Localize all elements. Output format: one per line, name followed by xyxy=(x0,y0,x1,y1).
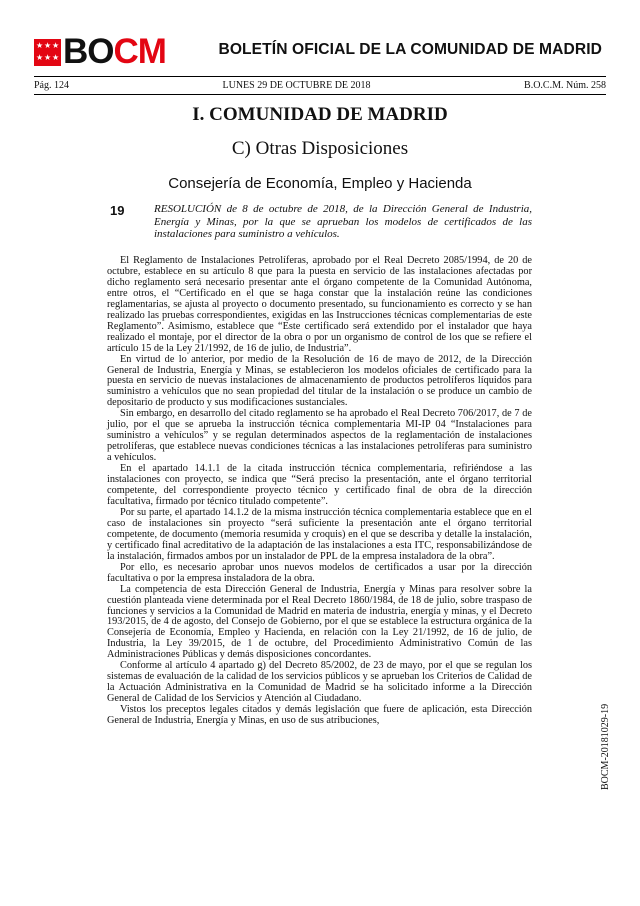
paragraph: Vistos los preceptos legales citados y demás legislación que fuere de aplicación, esta Dirección General de Industria, Energía y Minas, en uso de sus atribuciones, xyxy=(107,704,532,727)
bocm-logo xyxy=(34,32,166,72)
paragraph: Conforme al artículo 4 apartado g) del Decreto 85/2002, de 23 de mayo, por el que se regulan los sistemas de evaluación de la calidad de los servicios públicos y se aprueban los Criterios de Calidad de la Actuación Administrativa en la Comunidad de Madrid se ha solicitado informe a la Dirección General de Calidad de los Servicios y Atención al Ciudadano. xyxy=(107,660,532,705)
issue-date: LUNES 29 DE OCTUBRE DE 2018 xyxy=(222,80,371,91)
subsection-title: C) Otras Disposiciones xyxy=(231,138,409,159)
paragraph: Por su parte, el apartado 14.1.2 de la misma instrucción técnica complementaria establece que en el caso de instalaciones sin proyecto “será suficiente la presentación ante el órgano territorial competente, de documento (memoria resumida y croquis) en el que se describa y detalle la instalación, y certificado final acreditativo de la adaptación de las instalaciones a esta ITC, responsabilizándose de la instalación, firmados ambos por un instalador de PPL de la empresa instaladora de la obra”. xyxy=(107,506,532,562)
logo-text: BOCM xyxy=(63,32,166,71)
paragraph: Por ello, es necesario aprobar unos nuevos modelos de certificados a usar por la dirección facultativa o por la empresa instaladora de la obra. xyxy=(107,561,532,584)
madrid-flag-icon: ★ ★ ★ ★ ★ ★ xyxy=(34,39,61,66)
document-body xyxy=(107,256,532,727)
paragraph: El Reglamento de Instalaciones Petrolíferas, aprobado por el Real Decreto 2085/1994, de 20 de octubre, establece en su artículo 8 que para la puesta en servicio de las instalaciones afectadas por dicho reglamento será necesario presentar ante el órgano competente de la Comunidad Autónoma, entre otros, el “Certificado en el que se haga constar que la instalación reúne las condiciones reglamentarias, se ajusta al proyecto o documento presentado, su funcionamiento es correcto y se han realizado las pruebas correspondientes, exigidas en las Instrucciones técnicas complementarias de este Reglamento”. Asimismo, establece que “Este certificado será extendido por el instalador que haya realizado el montaje, por el director de la obra o por un organismo de control de los que se refiere el artículo 15 de la Ley 21/1992, de 16 de julio, de Industria”. xyxy=(107,255,532,354)
header-meta xyxy=(34,80,606,91)
paragraph: En virtud de lo anterior, por medio de la Resolución de 16 de mayo de 2012, de la Dirección General de Industria, Energía y Minas, se establecieron los modelos oficiales de certificado para la puesta en servicio de nuevas instalaciones de almacenamiento de productos petrolíferos líquidos para suministro a vehículos que no sean propiedad del titular de la instalación o se produce un cambio de depositario de producto y sus modificaciones sustanciales. xyxy=(107,353,532,409)
resolution-summary: RESOLUCIÓN de 8 de octubre de 2018, de la Dirección General de Industria, Energía y Minas, por la que se aprueban los modelos de certificados de las instalaciones para suministro a vehículos. xyxy=(154,203,532,240)
meta-rule xyxy=(34,94,606,95)
issue-number: B.O.C.M. Núm. 258 xyxy=(524,80,606,91)
consejeria-title: Consejería de Economía, Empleo y Hacienda xyxy=(168,175,472,192)
side-code: BOCM-20181029-19 xyxy=(600,703,611,790)
section-title: I. COMUNIDAD DE MADRID xyxy=(192,104,448,125)
page-number: Pág. 124 xyxy=(34,80,69,91)
entry-number: 19 xyxy=(110,203,125,218)
header-rule xyxy=(34,76,606,77)
paragraph: Sin embargo, en desarrollo del citado reglamento se ha aprobado el Real Decreto 706/2017, de 7 de julio, por el que se aprueba la instrucción técnica complementaria MI-IP 04 “Instalaciones para suministro a vehículos” y se regulan determinados aspectos de la reglamentación de instalaciones petrolíferas, que establece nuevas condiciones técnicas a las instalaciones petrolíferas para suministro a vehículos. xyxy=(107,408,532,464)
paragraph: En el apartado 14.1.1 de la citada instrucción técnica complementaria, refiriéndose a las instalaciones con proyecto, se indica que “Será preciso la presentación, ante el órgano territorial competente, del correspondiente proyecto técnico y certificado final de obra de la dirección facultativa, firmado por técnico titulado competente”. xyxy=(107,463,532,507)
paragraph: La competencia de esta Dirección General de Industria, Energía y Minas para resolver sobre la cuestión planteada viene determinada por el Real Decreto 1860/1984, de 18 de julio, sobre traspaso de funciones y servicios a la Comunidad de Madrid en materia de industria, energía y minas, y el Decreto 193/2015, de 4 de agosto, del Consejo de Gobierno, por el que se establece la estructura orgánica de la Consejería de Economía, Empleo y Hacienda, en relación con la Ley 21/1992, de 16 de julio, de Industria, la Ley 39/2015, de 1 de octubre, del Procedimiento Administrativo Común de las Administraciones Públicas y demás disposiciones concordantes. xyxy=(107,583,532,661)
publication-title: BOLETÍN OFICIAL DE LA COMUNIDAD DE MADRID xyxy=(218,41,602,58)
